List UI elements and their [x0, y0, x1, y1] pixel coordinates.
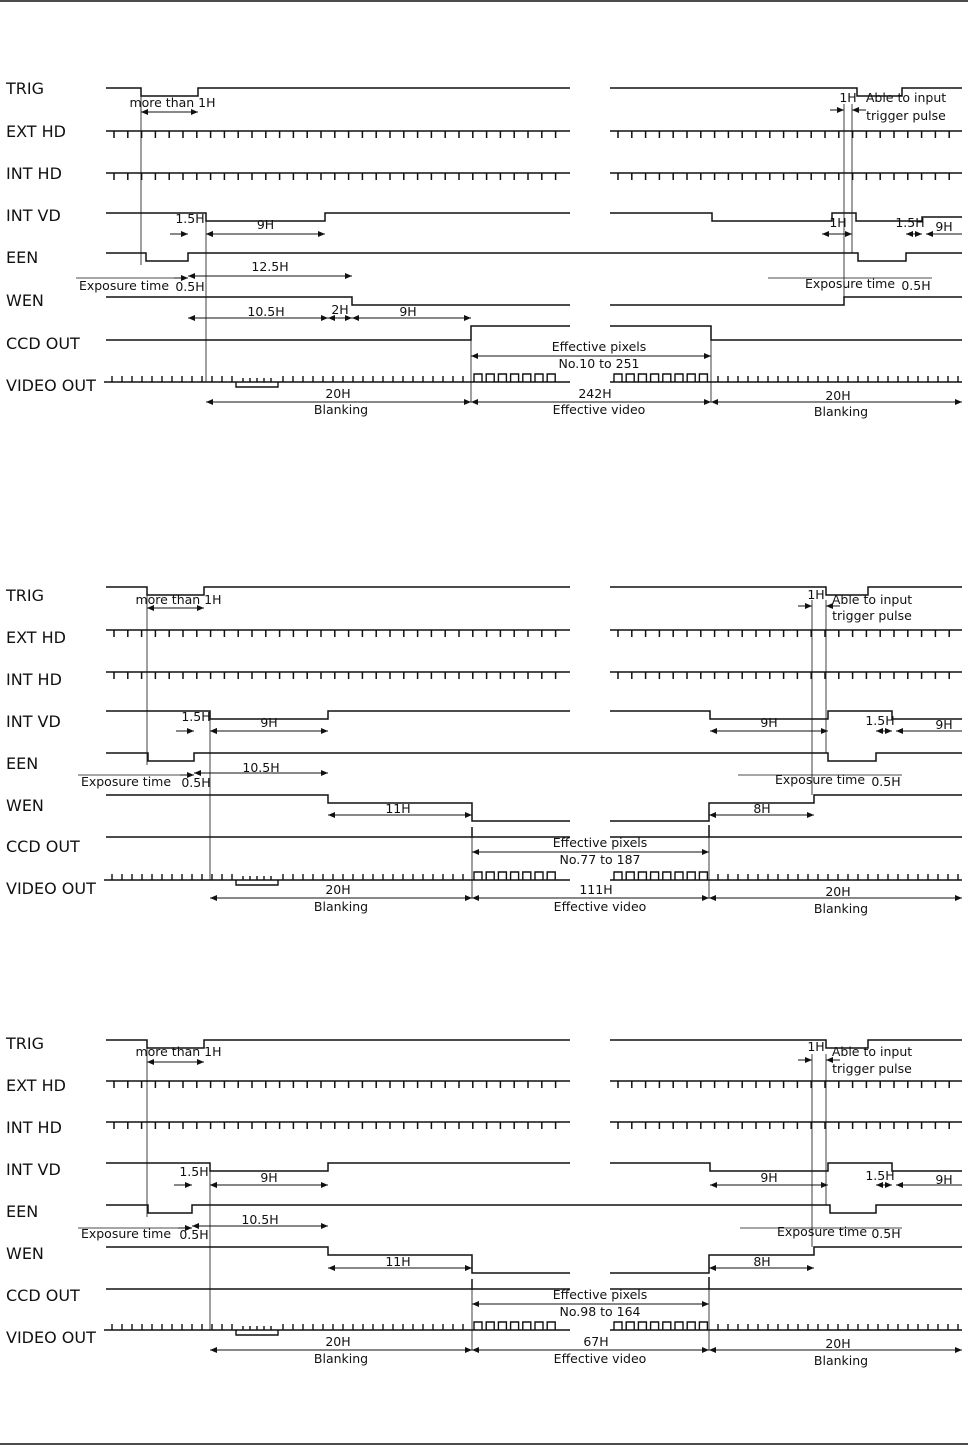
effective-video-label: Effective video	[553, 1351, 647, 1366]
signal-label-wen: WEN	[6, 291, 44, 310]
vd-1-5h-label: 1.5H	[181, 709, 211, 724]
diagram-2	[5, 586, 962, 916]
signal-label-ext-hd: EXT HD	[6, 628, 66, 647]
vd-9h-label: 9H	[256, 217, 275, 232]
blanking-label-right: Blanking	[813, 901, 869, 916]
signal-label-int-hd: INT HD	[6, 1118, 62, 1137]
able-to-input-label: Able to input	[831, 1044, 913, 1059]
trigger-pulse-label: trigger pulse	[866, 108, 946, 123]
int-hd-trace	[106, 173, 962, 180]
vd-9h-label: 9H	[260, 1170, 278, 1185]
signal-label-int-vd: INT VD	[6, 712, 61, 731]
video-lines-label: 242H	[578, 386, 612, 401]
een-span-label: 10.5H	[242, 760, 280, 775]
ccd-out-trace	[106, 1277, 962, 1289]
vd-1-5h-label-right: 1.5H	[865, 713, 895, 728]
blanking-20h-label-right: 20H	[825, 884, 851, 899]
pixel-range-label: No.98 to 164	[559, 1304, 641, 1319]
effective-video-label: Effective video	[553, 899, 647, 914]
ext-hd-trace	[106, 630, 962, 637]
blanking-label-right: Blanking	[813, 1353, 869, 1368]
one-h-label: 1H	[807, 587, 825, 602]
een-0-5h-label-right: 0.5H	[871, 1226, 901, 1241]
signal-label-wen: WEN	[6, 796, 44, 815]
ext-hd-trace	[106, 131, 962, 138]
exposure-time-label-right: Exposure time	[774, 772, 866, 787]
signal-label-ccd-out: CCD OUT	[6, 334, 80, 353]
signal-label-trig: TRIG	[6, 586, 45, 605]
exposure-time-label-right: Exposure time	[776, 1224, 868, 1239]
one-h-label: 1H	[839, 90, 857, 105]
video-lines-label: 111H	[579, 882, 613, 897]
vd-1-5h-label-right: 1.5H	[895, 215, 925, 230]
een-0-5h-label-right: 0.5H	[901, 278, 931, 293]
wen-trace	[106, 1247, 962, 1273]
signal-label-een: EEN	[6, 1202, 39, 1221]
able-to-input-label: Able to input	[865, 90, 947, 105]
blanking-label-left: Blanking	[313, 1351, 369, 1366]
exposure-time-label: Exposure time	[80, 1226, 172, 1241]
more-than-1h-label: more than 1H	[135, 592, 222, 607]
trigger-pulse-label: trigger pulse	[832, 608, 912, 623]
ccd-out-trace	[106, 825, 962, 837]
vd-1-5h-label: 1.5H	[175, 211, 205, 226]
wen-9h-label: 9H	[399, 304, 417, 319]
diagram-1	[5, 79, 962, 419]
exposure-time-label-right: Exposure time	[804, 276, 896, 291]
een-0-5h-label: 0.5H	[175, 279, 205, 294]
vd-1-5h-label: 1.5H	[179, 1164, 209, 1179]
wen-11h-label: 11H	[385, 801, 411, 816]
signal-label-trig: TRIG	[6, 1034, 45, 1053]
pixel-range-label: No.10 to 251	[558, 356, 640, 371]
blanking-20h-label-left: 20H	[325, 1334, 351, 1349]
video-out-trace	[104, 374, 962, 387]
signal-label-int-hd: INT HD	[6, 164, 62, 183]
effective-pixels-label: Effective pixels	[552, 835, 648, 850]
signal-label-int-vd: INT VD	[6, 206, 61, 225]
blanking-20h-label-right: 20H	[825, 388, 851, 403]
signal-label-ext-hd: EXT HD	[6, 122, 66, 141]
wen-11h-label: 11H	[385, 1254, 411, 1269]
vd-9h-label-right: 9H	[935, 1172, 953, 1187]
blanking-label-left: Blanking	[313, 899, 369, 914]
een-span-label: 10.5H	[241, 1212, 279, 1227]
een-0-5h-label-right: 0.5H	[871, 774, 901, 789]
blanking-20h-label-right: 20H	[825, 1336, 851, 1351]
effective-pixels-label: Effective pixels	[552, 1287, 648, 1302]
video-out-trace	[104, 1322, 962, 1335]
exposure-time-label: Exposure time	[78, 278, 170, 293]
signal-label-wen: WEN	[6, 1244, 44, 1263]
able-to-input-label: Able to input	[831, 592, 913, 607]
trigger-pulse-label: trigger pulse	[832, 1061, 912, 1076]
vd-1h-label-right: 1H	[829, 215, 847, 230]
een-0-5h-label: 0.5H	[179, 1227, 209, 1242]
signal-label-ccd-out: CCD OUT	[6, 1286, 80, 1305]
signal-label-ext-hd: EXT HD	[6, 1076, 66, 1095]
effective-video-label: Effective video	[552, 402, 646, 417]
ext-hd-trace	[106, 1081, 962, 1088]
int-vd-trace	[106, 1163, 962, 1171]
int-hd-trace	[106, 1122, 962, 1129]
een-trace	[106, 253, 962, 261]
een-span-label: 12.5H	[251, 259, 289, 274]
ccd-out-trace	[106, 326, 962, 340]
signal-label-video-out: VIDEO OUT	[6, 376, 96, 395]
een-trace	[106, 753, 962, 761]
diagram-3	[5, 1034, 962, 1368]
blanking-label-right: Blanking	[813, 404, 869, 419]
one-h-label: 1H	[807, 1039, 825, 1054]
signal-label-een: EEN	[6, 248, 39, 267]
een-trace	[106, 1205, 962, 1213]
int-hd-trace	[106, 672, 962, 679]
vd-9h-label-right: 9H	[935, 717, 953, 732]
wen-8h-label: 8H	[753, 801, 771, 816]
video-lines-label: 67H	[583, 1334, 609, 1349]
exposure-time-label: Exposure time	[80, 774, 172, 789]
signal-label-trig: TRIG	[6, 79, 45, 98]
signal-label-video-out: VIDEO OUT	[6, 879, 96, 898]
signal-label-int-vd: INT VD	[6, 1160, 61, 1179]
int-vd-trace	[106, 711, 962, 719]
signal-label-video-out: VIDEO OUT	[6, 1328, 96, 1347]
signal-label-int-hd: INT HD	[6, 670, 62, 689]
blanking-20h-label-left: 20H	[325, 386, 351, 401]
blanking-20h-label-left: 20H	[325, 882, 351, 897]
vd-9h-label: 9H	[260, 715, 278, 730]
more-than-1h-label: more than 1H	[135, 1044, 222, 1059]
blanking-label-left: Blanking	[313, 402, 369, 417]
signal-label-een: EEN	[6, 754, 39, 773]
effective-pixels-label: Effective pixels	[551, 339, 647, 354]
pixel-range-label: No.77 to 187	[559, 852, 641, 867]
vd-9h-label-second: 9H	[760, 715, 778, 730]
wen-trace	[106, 297, 962, 305]
wen-10-5h-label: 10.5H	[247, 304, 285, 319]
signal-label-ccd-out: CCD OUT	[6, 837, 80, 856]
wen-2h-label: 2H	[331, 302, 349, 317]
vd-9h-label-right: 9H	[935, 219, 953, 234]
vd-1-5h-label-right: 1.5H	[865, 1168, 895, 1183]
wen-8h-label: 8H	[753, 1254, 771, 1269]
een-0-5h-label: 0.5H	[181, 775, 211, 790]
trig-trace	[106, 88, 962, 96]
wen-trace	[106, 795, 962, 821]
more-than-1h-label: more than 1H	[129, 95, 216, 110]
vd-9h-label-second: 9H	[760, 1170, 778, 1185]
